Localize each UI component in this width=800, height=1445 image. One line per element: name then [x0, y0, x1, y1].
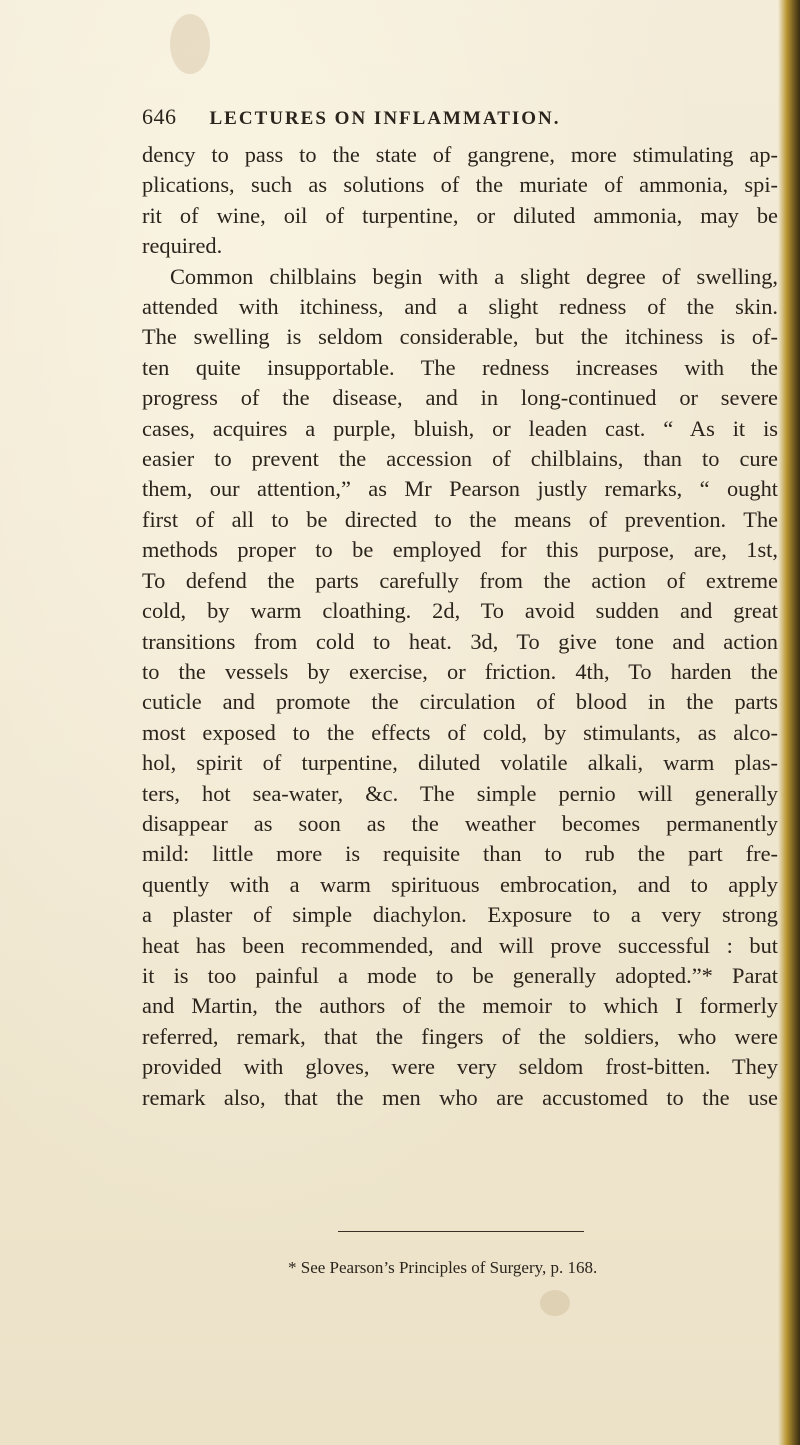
text-line: rit of wine, oil of turpentine, or diluted ammonia, may be — [142, 202, 778, 228]
text-line: provided with gloves, were very seldom frost-bitten. They — [142, 1054, 778, 1080]
text-line: most exposed to the effects of cold, by stimulants, as alco- — [142, 719, 778, 745]
text-line: and Martin, the authors of the memoir to which I formerly — [142, 993, 778, 1019]
body-text — [142, 140, 778, 1113]
text-line: cuticle and promote the circulation of blood in the parts — [142, 689, 778, 715]
text-line: easier to prevent the accession of chilblains, than to cure — [142, 446, 778, 472]
text-line: it is too painful a mode to be generally adopted.”* Parat — [142, 962, 778, 988]
text-line: transitions from cold to heat. 3d, To give tone and action — [142, 628, 778, 654]
running-title: LECTURES ON INFLAMMATION. — [209, 108, 561, 129]
page-header — [142, 104, 702, 130]
text-line: hol, spirit of turpentine, diluted volatile alkali, warm plas- — [142, 750, 778, 776]
page-number: 646 — [142, 104, 177, 129]
paper-stain — [170, 14, 210, 74]
text-line: cold, by warm cloathing. 2d, To avoid sudden and great — [142, 598, 778, 624]
text-line: methods proper to be employed for this purpose, are, 1st, — [142, 537, 778, 563]
text-line: a plaster of simple diachylon. Exposure to a very strong — [142, 902, 778, 928]
text-line: Common chilblains begin with a slight degree of swelling, — [170, 263, 778, 289]
text-line: progress of the disease, and in long-continued or severe — [142, 385, 778, 411]
text-line: ten quite insupportable. The redness increases with the — [142, 354, 778, 380]
text-line: disappear as soon as the weather becomes permanently — [142, 810, 778, 836]
text-line: required. — [142, 233, 223, 259]
text-line: them, our attention,” as Mr Pearson justly remarks, “ ought — [142, 476, 778, 502]
text-line: To defend the parts carefully from the action of extreme — [142, 567, 778, 593]
footnote: * See Pearson’s Principles of Surgery, p. 168. — [288, 1258, 598, 1277]
text-line: quently with a warm spirituous embrocation, and to apply — [142, 871, 778, 897]
text-line: heat has been recommended, and will prove successful : but — [142, 932, 778, 958]
text-line: remark also, that the men who are accustomed to the use — [142, 1084, 778, 1110]
text-line: referred, remark, that the fingers of the soldiers, who were — [142, 1023, 778, 1049]
text-line: to the vessels by exercise, or friction. 4th, To harden the — [142, 658, 778, 684]
text-line: cases, acquires a purple, bluish, or leaden cast. “ As it is — [142, 415, 778, 441]
text-line: The swelling is seldom considerable, but the itchiness is of- — [142, 324, 778, 350]
text-line: dency to pass to the state of gangrene, more stimulating ap- — [142, 142, 778, 167]
text-line: ters, hot sea-water, &c. The simple pernio will generally — [142, 780, 778, 806]
text-line: attended with itchiness, and a slight redness of the skin. — [142, 294, 778, 320]
text-line: mild: little more is requisite than to rub the part fre- — [142, 841, 778, 867]
footnote-rule — [338, 1231, 584, 1232]
paper-stain — [540, 1290, 570, 1316]
text-line: first of all to be directed to the means of prevention. The — [142, 506, 778, 532]
page-edge-shadow — [778, 0, 800, 1445]
text-line: plications, such as solutions of the muriate of ammonia, spi- — [142, 172, 778, 198]
